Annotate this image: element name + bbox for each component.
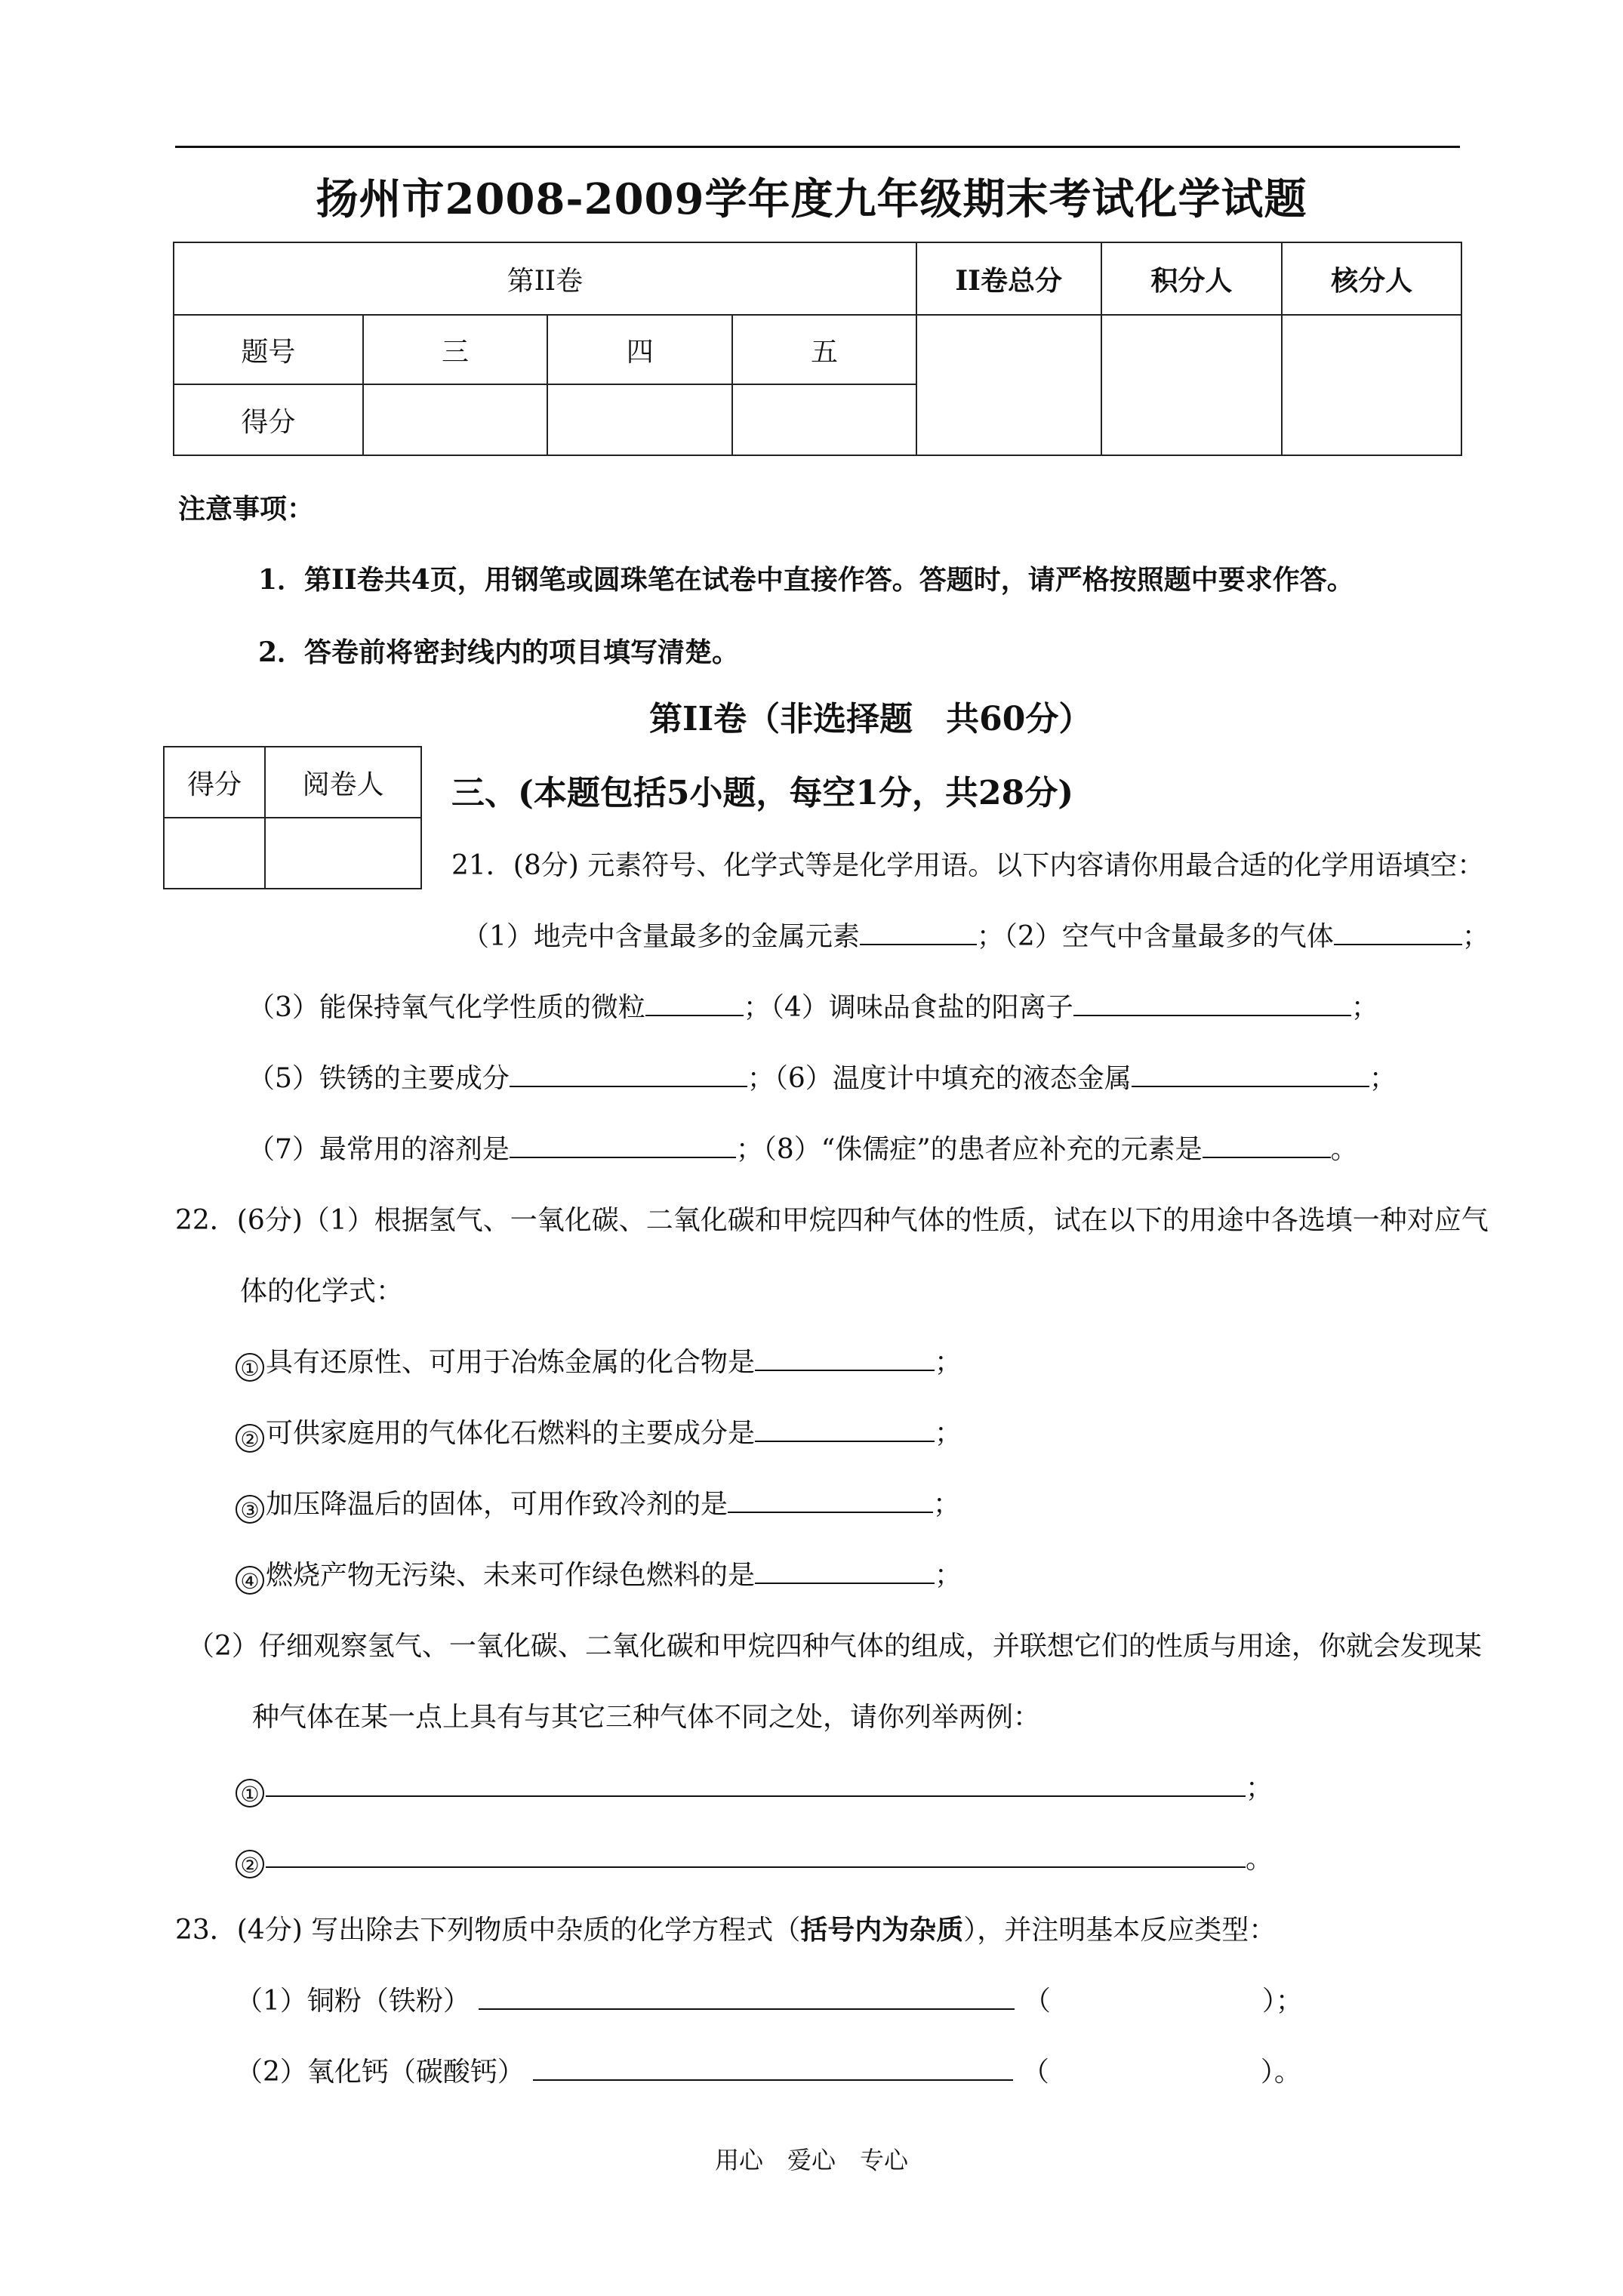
- score-table-q4-score[interactable]: [547, 384, 732, 455]
- score-table-number-label: 题号: [174, 315, 363, 384]
- top-rule: [175, 146, 1460, 148]
- grader-box-score-label: 得分: [164, 747, 265, 818]
- q21-blank-6[interactable]: [1132, 1059, 1369, 1087]
- q21-blank-4[interactable]: [1073, 988, 1351, 1016]
- score-table-total: II卷总分: [916, 242, 1101, 315]
- q21-blank-7[interactable]: [510, 1130, 736, 1158]
- q22-part2-line-1: （2）仔细观察氢气、一氧化碳、二氧化碳和甲烷四种气体的组成，并联想它们的性质与用途，你就会发现某: [187, 1631, 1482, 1662]
- q23-equation-blank-1[interactable]: [479, 1981, 1015, 2010]
- q22-item-4: ④ 燃烧产物无污染、未来可作绿色燃料的是 ；: [236, 1554, 962, 1595]
- score-table-q3: 三: [363, 315, 548, 384]
- page-footer: 用心 爱心 专心: [714, 2146, 908, 2174]
- q21-blank-8[interactable]: [1203, 1130, 1331, 1158]
- q22-answer-1: ① ；: [236, 1767, 1273, 1808]
- score-table: [173, 242, 1462, 456]
- q22-stem-2: 体的化学式：: [240, 1276, 404, 1307]
- q23-stem: 23．(4分) 写出除去下列物质中杂质的化学方程式（括号内为杂质），并注明基本反应类型：: [175, 1914, 1277, 1946]
- notes-item-2: 2．答卷前将密封线内的项目填写清楚。: [258, 636, 740, 668]
- circle-number-3-icon: ③: [236, 1495, 264, 1524]
- q22-stem-1: 22．(6分)（1）根据氢气、一氧化碳、二氧化碳和甲烷四种气体的性质，试在以下的用途中各选填一种对应气: [175, 1205, 1489, 1236]
- notes-heading: 注意事项：: [178, 493, 315, 525]
- page-title: 扬州市2008-2009学年度九年级期末考试化学试题: [316, 174, 1307, 224]
- grader-box-grader-label: 阅卷人: [265, 747, 421, 818]
- q22-answer-2: ② 。: [236, 1838, 1273, 1878]
- notes-item-1: 1．第II卷共4页，用钢笔或圆珠笔在试卷中直接作答。答题时，请严格按照题中要求作答。: [258, 564, 1354, 596]
- score-table-q5-score[interactable]: [732, 384, 916, 455]
- circle-number-2-icon: ②: [236, 1850, 264, 1878]
- section3-title: 三、(本题包括5小题，每空1分，共28分): [451, 774, 1074, 812]
- q22-item-1: ① 具有还原性、可用于冶炼金属的化合物是 ；: [236, 1341, 962, 1382]
- score-table-q5: 五: [732, 315, 916, 384]
- score-table-juan: 第II卷: [174, 242, 916, 315]
- q21-blank-3[interactable]: [645, 988, 744, 1016]
- circle-number-1-icon: ①: [236, 1779, 264, 1808]
- q23-stem-emphasis: 括号内为杂质: [800, 1914, 964, 1946]
- q21-row-2: （3）能保持氧气化学性质的微粒 ；（4）调味品食盐的阳离子 ；: [248, 986, 1378, 1025]
- q22-part2-line-2: 种气体在某一点上具有与其它三种气体不同之处，请你列举两例：: [252, 1702, 1041, 1733]
- part2-title: 第II卷（非选择题 共60分）: [649, 700, 1092, 738]
- score-table-score-label: 得分: [174, 384, 363, 455]
- score-table-total-cell[interactable]: [916, 315, 1101, 455]
- q22-item-3: ③ 加压降温后的固体，可用作致冷剂的是 ；: [236, 1483, 960, 1524]
- q22-answer-blank-1[interactable]: [266, 1768, 1246, 1797]
- q21-blank-5[interactable]: [510, 1059, 747, 1087]
- q22-blank-2[interactable]: [755, 1413, 935, 1442]
- q21-row-1: （1）地壳中含量最多的金属元素 ；（2）空气中含量最多的气体 ；: [462, 915, 1489, 954]
- q22-blank-4[interactable]: [755, 1555, 935, 1584]
- q22-blank-1[interactable]: [755, 1342, 935, 1371]
- score-table-q3-score[interactable]: [363, 384, 548, 455]
- score-table-q4: 四: [547, 315, 732, 384]
- q21-row-4: （7）最常用的溶剂是 ；（8）“侏儒症”的患者应补充的元素是 。: [248, 1128, 1358, 1166]
- grader-box-grader-cell[interactable]: [265, 818, 421, 889]
- q23-equation-blank-2[interactable]: [533, 2052, 1013, 2081]
- q22-blank-3[interactable]: [728, 1484, 933, 1513]
- circle-number-4-icon: ④: [236, 1566, 264, 1595]
- q21-stem: 21．(8分) 元素符号、化学式等是化学用语。以下内容请你用最合适的化学用语填空：: [451, 850, 1485, 881]
- score-table-checker-cell[interactable]: [1282, 315, 1461, 455]
- grader-box-score-cell[interactable]: [164, 818, 265, 889]
- grader-box: [163, 746, 422, 889]
- circle-number-2-icon: ②: [236, 1424, 264, 1453]
- q21-blank-2[interactable]: [1334, 917, 1462, 945]
- q23-item-2: （2）氧化钙（碳酸钙） （ ）。: [236, 2051, 1301, 2089]
- q21-blank-1[interactable]: [860, 917, 977, 945]
- q23-item-1: （1）铜粉（铁粉） （ ）；: [236, 1980, 1303, 2018]
- score-table-checker: 核分人: [1282, 242, 1461, 315]
- q22-item-2: ② 可供家庭用的气体化石燃料的主要成分是 ；: [236, 1412, 962, 1453]
- score-table-scorer: 积分人: [1101, 242, 1283, 315]
- q22-answer-blank-2[interactable]: [266, 1839, 1246, 1868]
- q21-row-3: （5）铁锈的主要成分 ；（6）温度计中填充的液态金属 ；: [248, 1057, 1397, 1096]
- circle-number-1-icon: ①: [236, 1353, 264, 1382]
- score-table-scorer-cell[interactable]: [1101, 315, 1283, 455]
